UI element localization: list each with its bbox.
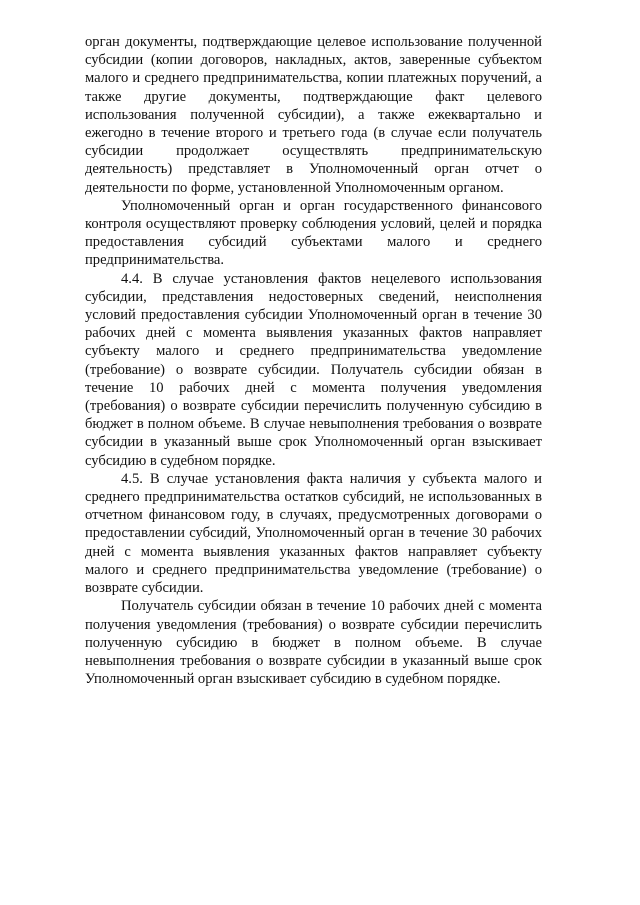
paragraph-recipient-obligation: Получатель субсидии обязан в течение 10 рабочих дней с момента получения уведомления (требования) о возврате субсидии перечислить полученную субсидию в бюджет в полном объеме. В случае невыполнения требования о возврате субсидии в указанный выше срок Уполномоченный орган взыскивает субсидию в судебном порядке.: [85, 598, 542, 688]
paragraph-continuation: орган документы, подтверждающие целевое использование полученной субсидии (копии договоров, накладных, актов, заверенные субъектом малого и среднего предпринимательства, копии платежных поручений, а также другие документы, подтверждающие факт целевого использования полученной субсидии), а также ежеквартально и ежегодно в течение второго и третьего года (в случае если получатель субсидии продолжает осуществлять предпринимательскую деятельность) представляет в Уполномоченный орган отчет о деятельности по форме, установленной Уполномоченным органом.: [85, 34, 542, 196]
paragraph-clause-4-5: 4.5. В случае установления факта наличия у субъекта малого и среднего предпринимательства остатков субсидий, не использованных в отчетном финансовом году, в случаях, предусмотренных договорами о предоставлении субсидий, Уполномоченный орган в течение 30 рабочих дней с момента выявления указанных фактов направляет субъекту малого и среднего предпринимательства уведомление (требование) о возврате субсидии.: [85, 470, 542, 597]
paragraph-clause-4-4: 4.4. В случае установления фактов нецелевого использования субсидии, представления недостоверных сведений, неисполнения условий предоставления субсидии Уполномоченный орган в течение 30 рабочих дней с момента выявления указанных фактов направляет субъекту малого и среднего предпринимательства уведомление (требование) о возврате субсидии. Получатель субсидии обязан в течение 10 рабочих дней с момента получения уведомления (требования) о возврате субсидии перечислить полученную субсидию в бюджет в полном объеме. В случае невыполнения требования о возврате субсидии в указанный выше срок Уполномоченный орган взыскивает субсидию в судебном порядке.: [85, 270, 542, 469]
paragraph-control: Уполномоченный орган и орган государственного финансового контроля осуществляют проверку соблюдения условий, целей и порядка предоставления субсидий субъектами малого и среднего предпринимательства.: [85, 197, 542, 269]
document-body: [85, 33, 542, 688]
